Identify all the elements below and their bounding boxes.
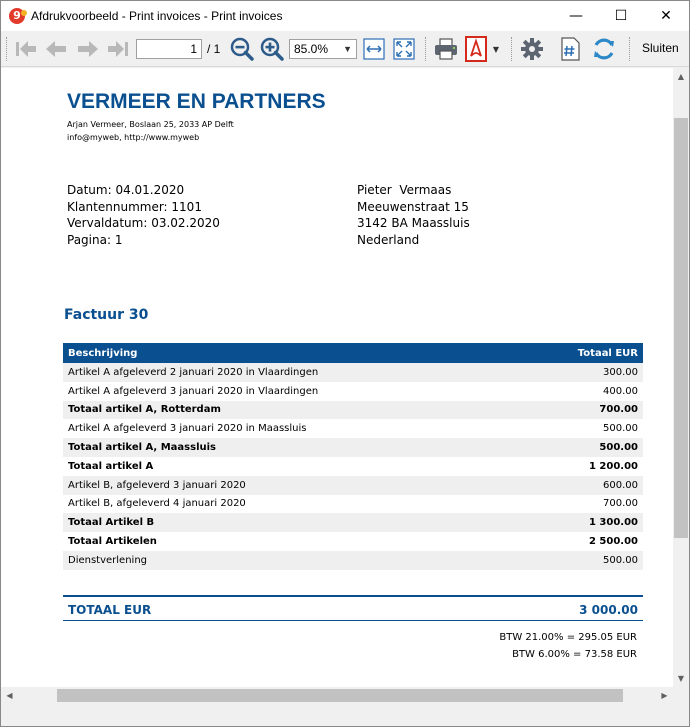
page-indicator: Pagina: 1: [67, 232, 123, 247]
row-amount: 300.00: [603, 366, 638, 378]
table-row: [63, 476, 643, 495]
first-page-icon: [14, 38, 38, 60]
page-number-input[interactable]: 1: [136, 39, 202, 59]
zoom-out-icon: [230, 37, 254, 61]
row-amount: 700.00: [603, 498, 638, 510]
row-description: Dienstverlening: [68, 554, 148, 566]
customer-number: Klantennummer: 1101: [67, 199, 202, 214]
next-page-button[interactable]: [75, 36, 101, 62]
row-amount: 500.00: [603, 423, 638, 435]
status-bar: [1, 704, 689, 726]
company-name: VERMEER EN PARTNERS: [67, 90, 326, 113]
chevron-down-icon: ▼: [343, 44, 352, 54]
header-description: Beschrijving: [68, 347, 138, 359]
header-total: Totaal EUR: [577, 347, 638, 359]
scrollbar-corner: [673, 687, 689, 704]
row-amount: 400.00: [603, 385, 638, 397]
vertical-scrollbar[interactable]: [673, 68, 689, 687]
caret-down-icon: ▼: [492, 44, 500, 54]
table-header: [63, 343, 643, 363]
recipient-street: Meeuwenstraat 15: [357, 199, 469, 214]
print-icon: [433, 37, 459, 61]
toolbar-separator: [511, 37, 514, 61]
zoom-in-icon: [260, 37, 284, 61]
row-description: Artikel A afgeleverd 3 januari 2020 in Vlaardingen: [68, 385, 319, 397]
invoice-table: [63, 343, 643, 570]
toolbar-grip: [6, 37, 9, 61]
due-date: Vervaldatum: 03.02.2020: [67, 216, 220, 230]
row-description: Totaal artikel A, Maassluis: [68, 442, 216, 454]
row-description: Artikel B, afgeleverd 3 januari 2020: [68, 479, 246, 491]
horizontal-scrollbar[interactable]: [1, 687, 673, 704]
previous-page-icon: [44, 38, 68, 60]
fit-width-button[interactable]: [361, 36, 387, 62]
first-page-button[interactable]: [13, 36, 39, 62]
company-contact: info@myweb, http://www.myweb: [67, 133, 200, 142]
preview-page: [1, 68, 673, 687]
row-amount: 1 300.00: [588, 517, 638, 529]
scroll-up-icon[interactable]: ▲: [677, 72, 685, 81]
settings-button[interactable]: [519, 36, 545, 62]
last-page-icon: [106, 38, 130, 60]
scroll-left-icon[interactable]: ◀: [6, 691, 13, 700]
recipient-country: Nederland: [357, 232, 420, 247]
recipient-name: Pieter Vermaas: [357, 183, 452, 197]
table-row: [63, 438, 643, 457]
table-row: [63, 513, 643, 532]
grand-total-value: 3 000.00: [579, 603, 638, 617]
invoice-meta: [67, 182, 220, 248]
horizontal-scroll-thumb[interactable]: [57, 689, 623, 702]
toolbar-separator: [425, 37, 428, 61]
pdf-options-dropdown[interactable]: [489, 36, 503, 62]
scroll-right-icon[interactable]: ▶: [661, 691, 668, 700]
row-description: Totaal Artikel B: [68, 517, 155, 529]
table-row: [63, 363, 643, 382]
app-logo-icon: 9: [9, 8, 25, 24]
maximize-button[interactable]: ☐: [614, 8, 628, 24]
pdf-icon: [464, 36, 488, 62]
next-page-icon: [76, 38, 100, 60]
invoice-date: Datum: 04.01.2020: [67, 183, 185, 197]
table-row: [63, 419, 643, 438]
scroll-down-icon[interactable]: ▼: [677, 674, 685, 683]
fit-width-icon: [363, 38, 385, 60]
zoom-out-button[interactable]: [229, 36, 255, 62]
refresh-icon: [591, 36, 617, 62]
row-amount: 700.00: [599, 404, 638, 416]
table-body: [63, 363, 643, 570]
invoice-title: Factuur 30: [64, 307, 149, 323]
page-number-format-button[interactable]: [557, 36, 583, 62]
print-button[interactable]: [433, 36, 459, 62]
row-description: Artikel B, afgeleverd 4 januari 2020: [68, 498, 246, 510]
row-amount: 500.00: [603, 554, 638, 566]
previous-page-button[interactable]: [43, 36, 69, 62]
settings-icon: [520, 37, 544, 61]
row-description: Artikel A afgeleverd 2 januari 2020 in Vlaardingen: [68, 366, 319, 378]
row-description: Artikel A afgeleverd 3 januari 2020 in Maassluis: [68, 423, 307, 435]
grand-total-label: TOTAAL EUR: [68, 603, 152, 617]
title-bar: [1, 1, 689, 31]
table-row: [63, 401, 643, 420]
close-preview-button[interactable]: Sluiten: [642, 41, 679, 55]
vertical-scroll-thumb[interactable]: [674, 118, 688, 538]
fit-page-button[interactable]: [391, 36, 417, 62]
zoom-in-button[interactable]: [259, 36, 285, 62]
table-row: [63, 495, 643, 514]
zoom-select[interactable]: [289, 39, 357, 59]
preview-toolbar: [1, 31, 689, 67]
page-total-label: / 1: [207, 42, 221, 56]
zoom-value: 85.0%: [294, 42, 329, 56]
row-amount: 600.00: [603, 479, 638, 491]
page-number-icon: [559, 37, 581, 61]
table-row: [63, 457, 643, 476]
row-description: Totaal Artikelen: [68, 536, 157, 548]
vat-line-low: BTW 6.00% = 73.58 EUR: [512, 649, 637, 660]
company-address: Arjan Vermeer, Boslaan 25, 2033 AP Delft: [67, 120, 234, 129]
row-description: Totaal artikel A, Rotterdam: [68, 404, 221, 416]
window-title: Afdrukvoorbeeld - Print invoices - Print invoices: [31, 9, 283, 23]
table-row: [63, 382, 643, 401]
refresh-button[interactable]: [591, 36, 617, 62]
last-page-button[interactable]: [105, 36, 131, 62]
toolbar-separator: [629, 37, 632, 61]
export-pdf-button[interactable]: [463, 36, 489, 62]
row-amount: 1 200.00: [588, 460, 638, 472]
close-window-button[interactable]: ✕: [660, 8, 672, 24]
table-row: [63, 551, 643, 570]
grand-total: [63, 595, 643, 619]
vat-line-high: BTW 21.00% = 295.05 EUR: [499, 632, 637, 643]
table-row: [63, 532, 643, 551]
row-amount: 500.00: [599, 442, 638, 454]
fit-page-icon: [393, 38, 415, 60]
row-amount: 2 500.00: [588, 536, 638, 548]
recipient-city: 3142 BA Maassluis: [357, 216, 470, 230]
minimize-button[interactable]: —: [569, 8, 583, 24]
row-description: Totaal artikel A: [68, 460, 154, 472]
recipient-address: [357, 182, 470, 248]
